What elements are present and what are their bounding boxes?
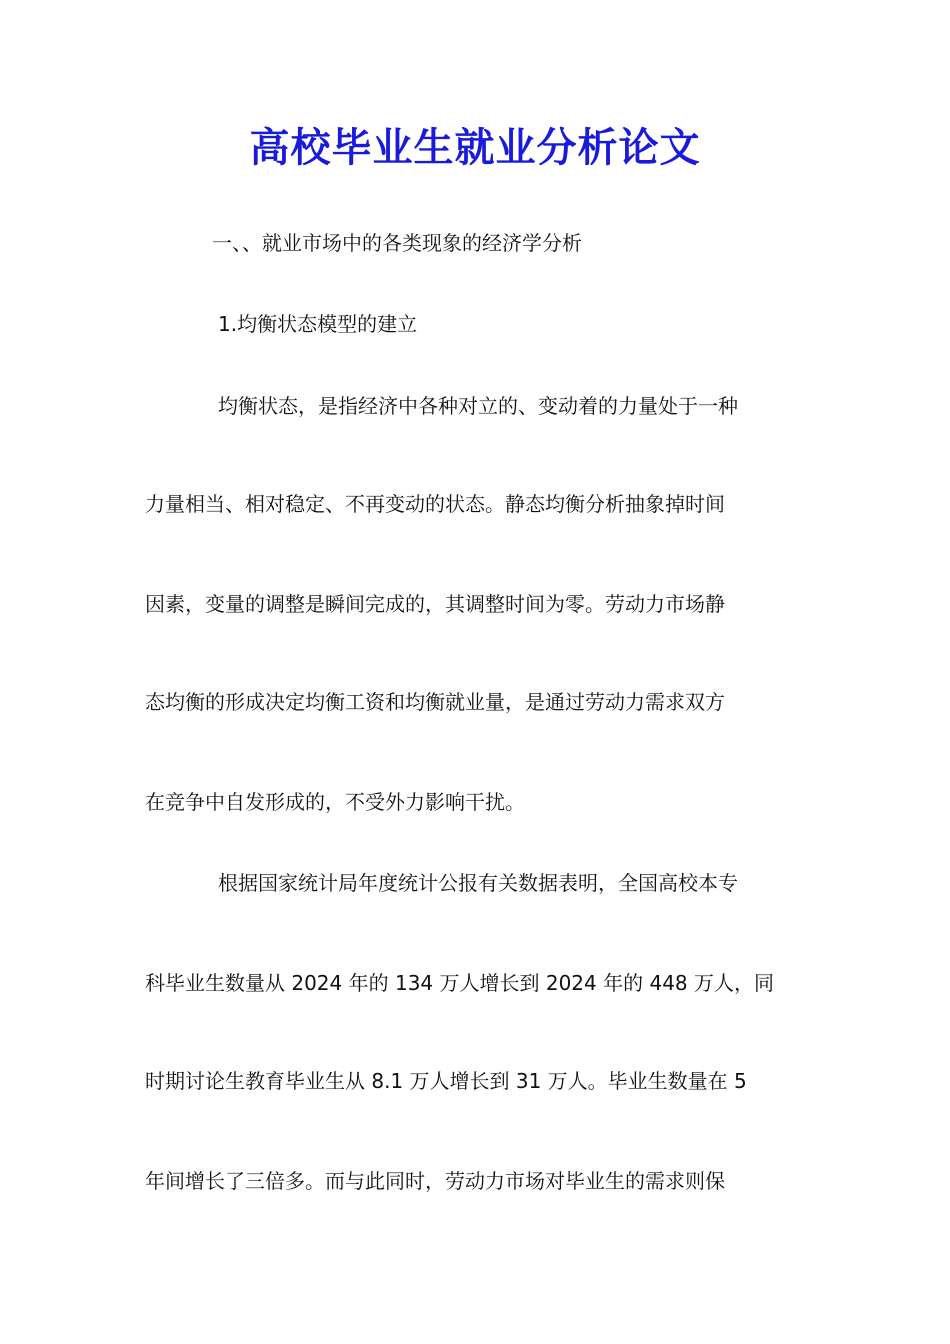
paragraph-line: 力量相当、相对稳定、不再变动的状态。静态均衡分析抽象掉时间 xyxy=(145,492,725,516)
paragraph-line: 在竞争中自发形成的，不受外力影响干扰。 xyxy=(145,790,525,814)
paragraph-line: 科毕业生数量从 2024 年的 134 万人增长到 2024 年的 448 万人，同 xyxy=(145,971,775,995)
paragraph-line: 时期讨论生教育毕业生从 8.1 万人增长到 31 万人。毕业生数量在 5 xyxy=(145,1069,747,1093)
paragraph-line: 态均衡的形成决定均衡工资和均衡就业量，是通过劳动力需求双方 xyxy=(145,690,725,714)
paragraph-line: 年间增长了三倍多。而与此同时，劳动力市场对毕业生的需求则保 xyxy=(145,1169,725,1193)
section-heading: 一、、就业市场中的各类现象的经济学分析 xyxy=(212,231,582,255)
subsection-heading: 1.均衡状态模型的建立 xyxy=(218,312,418,336)
paragraph-line: 因素，变量的调整是瞬间完成的，其调整时间为零。劳动力市场静 xyxy=(145,592,725,616)
paragraph-line: 均衡状态，是指经济中各种对立的、变动着的力量处于一种 xyxy=(218,394,738,418)
document-title: 高校毕业生就业分析论文 xyxy=(249,124,701,171)
paragraph-line: 根据国家统计局年度统计公报有关数据表明，全国高校本专 xyxy=(218,871,738,895)
